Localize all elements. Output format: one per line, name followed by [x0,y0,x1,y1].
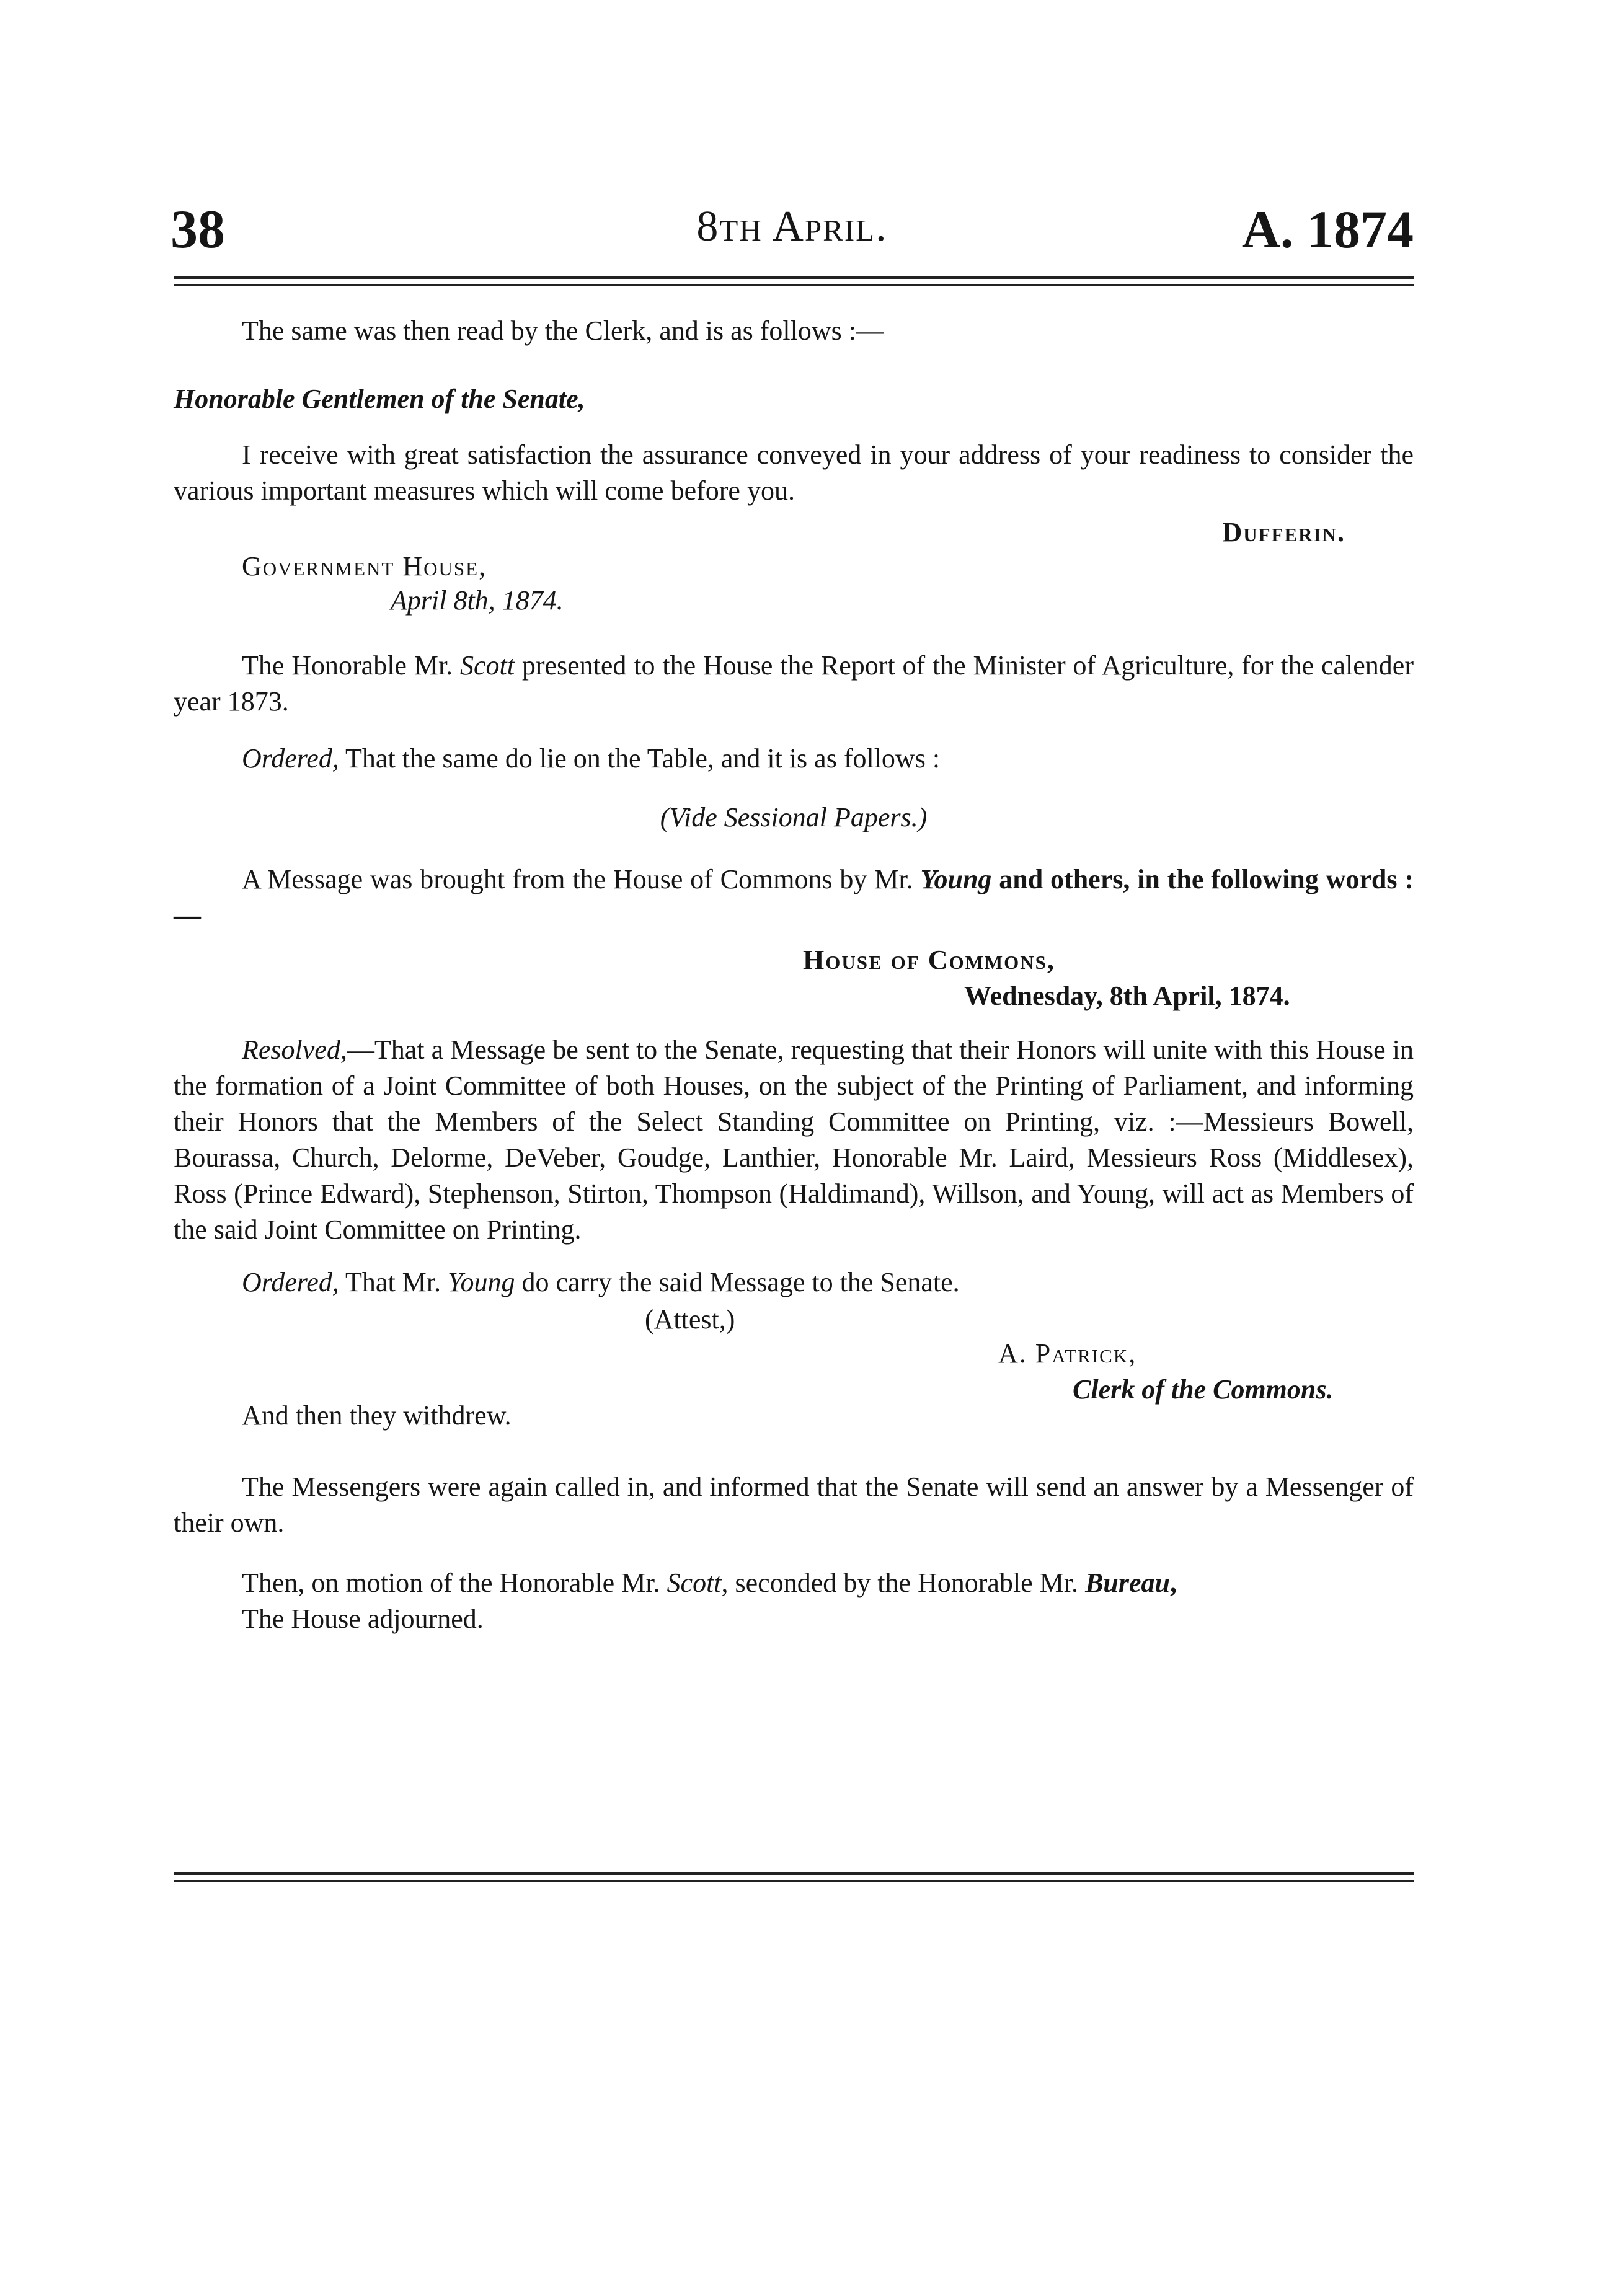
page-date [171,202,1414,252]
resolution-text [174,1032,1414,1248]
attest-text: (Attest,) [645,1304,735,1335]
report-text-b: presented to the House the Report of the Minister of Agriculture, for the calender year 1873. [174,650,1414,717]
report-text [174,648,1414,720]
attest [645,1302,1017,1338]
page-date-text: 8th April. [696,203,888,250]
report-ordered-text [174,741,1414,777]
commons-date-line: Wednesday, 8th April, 1874. [964,981,1290,1011]
vide-text: (Vide Sessional Papers.) [660,802,928,832]
adjourn-paragraph [174,1565,1414,1637]
adjourn-person-2: Bureau [1085,1568,1171,1598]
messengers-text: The Messengers were again called in, and informed that the Senate will send an answer by a Messenger of their own. [174,1472,1414,1538]
resolution [174,1032,1414,1248]
report-ordered [174,741,1414,777]
signature-text: Dufferin. [1222,517,1345,547]
page-year: A. 1874 [1241,200,1414,259]
message-ordered-label: Ordered, [242,1267,339,1297]
reply-body [174,437,1414,509]
adjourn-person-1: Scott [667,1568,722,1598]
reply-salutation [174,381,1414,417]
message-ordered-b: do carry the said Message to the Senate. [515,1267,960,1297]
place-text: Government House, [242,551,487,581]
reply-date-text: April 8th, 1874. [391,585,564,616]
footer-rule [174,1872,1414,1882]
commons-heading [803,942,1361,978]
message-ordered-text [174,1265,1414,1300]
message-text-b: and others, in the following words :— [174,864,1414,930]
reply-intro [174,313,1414,349]
message-paragraph [174,862,1414,934]
commons-house-line: House of Commons, [803,945,1055,975]
withdrew-text: And then they withdrew. [242,1400,512,1431]
reply-body-text: I receive with great satisfaction the assurance conveyed in your address of your readiness to consider the various important measures which will come before you. [174,439,1414,506]
report-vide [174,800,1414,836]
report-person: Scott [460,650,515,681]
adjourn-text-b: , seconded by the Honorable Mr. [721,1568,1086,1598]
clerk-title-text: Clerk of the Commons. [1073,1374,1334,1405]
commons-date [964,978,1398,1014]
message-person: Young [920,864,992,894]
ordered-label: Ordered, [242,743,339,774]
reply-place [242,549,1482,585]
reply-signature [174,514,1345,550]
page-number: 38 [171,200,225,260]
reply-date [391,583,1617,619]
header-rule [174,276,1414,286]
message-ordered [174,1265,1414,1300]
report-text-a: The Honorable Mr. [242,650,461,681]
message-text [174,862,1414,934]
adjourn-text-a: Then, on motion of the Honorable Mr. [242,1568,667,1598]
report-paragraph [174,648,1414,720]
salutation-text: Honorable Gentlemen of the Senate, [174,384,585,414]
clerk-name [998,1336,1432,1372]
message-text-a: A Message was brought from the House of Commons by Mr. [242,864,921,894]
withdrew [174,1398,1414,1434]
page-header [171,186,1414,273]
message-ordered-a: That Mr. [339,1267,448,1297]
messengers-paragraph [174,1469,1414,1541]
message-ordered-person: Young [448,1267,515,1297]
adjourn-final: The House adjourned. [242,1604,484,1634]
adjourn-text-c: , [1170,1568,1177,1598]
adjourn-text [174,1565,1414,1601]
reply-intro-text: The same was then read by the Clerk, and is as follows :— [242,316,884,346]
ordered-text: That the same do lie on the Table, and it is as follows : [339,743,941,774]
resolved-text: —That a Message be sent to the Senate, requesting that their Honors will unite with this House in the formation of a Joint Committee of both Houses, on the subject of the Printing of Parliament, and informing their Honors that the Members of the Select Standing Committee on Printing, viz. :—Messieurs Bowell, Bourassa, Church, Delorme, DeVeber, Goudge, Lanthier, Honorable Mr. Laird, Messieurs Ross (Middlesex), Ross (Prince Edward), Stephenson, Stirton, Thompson (Haldimand), Willson, and Young, will act as Members of the said Joint Committee on Printing. [174,1035,1414,1245]
clerk-name-text: A. Patrick, [998,1338,1137,1369]
resolved-label: Resolved, [242,1035,347,1065]
